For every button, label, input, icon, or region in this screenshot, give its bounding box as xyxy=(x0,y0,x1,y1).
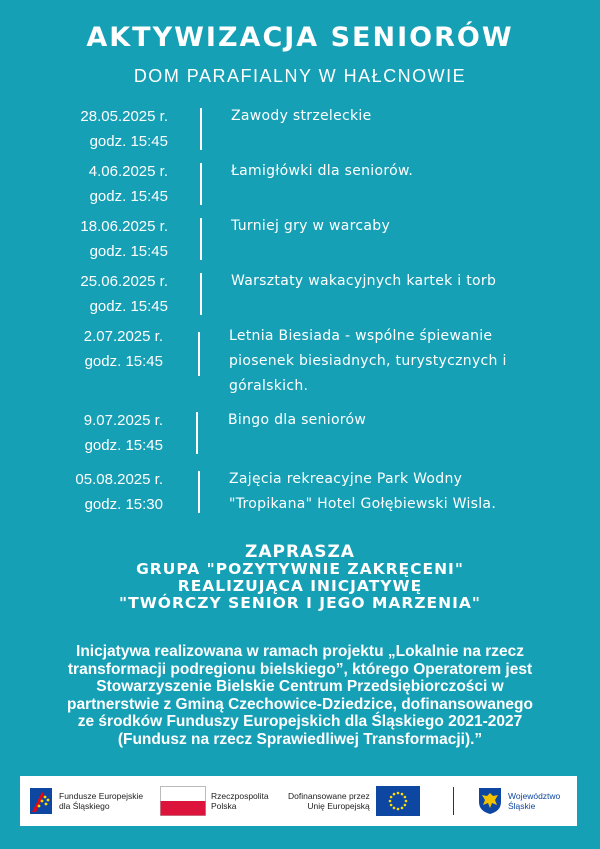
project-line: ze środków Funduszy Europejskich dla Śląskiego 2021-2027 xyxy=(77,713,523,730)
logo-divider xyxy=(453,787,454,815)
fe-logo-line: Fundusze Europejskie xyxy=(59,791,144,801)
event-date xyxy=(84,408,163,458)
fe-logo xyxy=(28,776,143,826)
project-line: (Fundusz na rzecz Sprawiedliwej Transformacji).” xyxy=(117,730,483,748)
rp-logo-text xyxy=(211,791,269,811)
event-date-time: godz. 15:45 xyxy=(89,133,168,150)
event-date xyxy=(80,104,168,154)
silesia-logo-line: Śląskie xyxy=(508,801,536,811)
event-date xyxy=(80,214,168,264)
poster-title: AKTYWIZACJA SENIORÓW xyxy=(86,22,514,53)
rp-logo-line: Polska xyxy=(211,801,237,811)
event-separator xyxy=(196,412,198,454)
event-date-day: 28.05.2025 r. xyxy=(80,108,168,125)
polish-flag-icon xyxy=(160,786,206,816)
event-date-time: godz. 15:45 xyxy=(89,188,168,205)
event-description: Warsztaty wakacyjnych kartek i torb xyxy=(231,273,497,289)
event-date-day: 9.07.2025 r. xyxy=(83,412,163,429)
eagle-crest-icon xyxy=(478,787,502,815)
event-date-day: 2.07.2025 r. xyxy=(83,328,163,345)
invitation-line: ZAPRASZA xyxy=(245,542,355,562)
event-description: Zajęcia rekreacyjne Park Wodny "Tropikana" Hotel Gołębiewski Wisla. xyxy=(229,471,497,512)
event-separator xyxy=(200,163,202,205)
eu-logo-line: Unię Europejską xyxy=(307,801,370,811)
event-separator xyxy=(198,332,200,376)
event-date-time: godz. 15:30 xyxy=(84,496,163,513)
event-date-time: godz. 15:45 xyxy=(84,353,163,370)
logo-bar xyxy=(20,776,577,826)
event-date-time: godz. 15:45 xyxy=(84,437,163,454)
event-date-time: godz. 15:45 xyxy=(89,298,168,315)
event-description: Zawody strzeleckie xyxy=(231,108,372,124)
event-date-day: 4.06.2025 r. xyxy=(88,163,168,180)
event-separator xyxy=(198,471,200,513)
project-info xyxy=(30,643,570,748)
eu-logo xyxy=(288,776,420,826)
project-line: partnerstwie z Gminą Czechowice-Dziedzice, dofinansowanego xyxy=(67,695,533,713)
event-date-time: godz. 15:45 xyxy=(89,243,168,260)
event-date xyxy=(89,159,168,209)
event-separator xyxy=(200,218,202,260)
invitation-block xyxy=(0,544,600,612)
project-line: Inicjatywa realizowana w ramach projektu „Lokalnie na rzecz xyxy=(76,643,524,660)
fe-logo-icon xyxy=(28,786,54,816)
event-description: Turniej gry w warcaby xyxy=(231,218,391,234)
event-date-day: 25.06.2025 r. xyxy=(80,273,168,290)
invitation-line: "TWÓRCZY SENIOR I JEGO MARZENIA" xyxy=(119,594,481,612)
rp-logo-line: Rzeczpospolita xyxy=(211,791,269,801)
project-line: transformacji podregionu bielskiego”, którego Operatorem jest xyxy=(67,660,533,678)
fe-logo-line: dla Śląskiego xyxy=(59,801,110,811)
event-date xyxy=(80,269,168,319)
silesia-logo-line: Województwo xyxy=(508,791,561,801)
fe-logo-text xyxy=(59,791,143,811)
eu-flag-icon xyxy=(376,786,420,816)
project-line: Stowarzyszenie Bielskie Centrum Przedsiębiorczości w xyxy=(96,678,504,695)
invitation-line: REALIZUJĄCA INICJATYWĘ xyxy=(177,577,423,595)
invitation-line: GRUPA "POZYTYWNIE ZAKRĘCENI" xyxy=(136,560,464,578)
poster-subtitle: DOM PARAFIALNY W HAŁCNOWIE xyxy=(133,66,467,86)
event-description: Łamigłówki dla seniorów. xyxy=(231,163,414,179)
silesia-logo xyxy=(478,776,560,826)
eu-logo-line: Dofinansowane przez xyxy=(288,791,370,801)
event-separator xyxy=(200,108,202,150)
silesia-logo-text xyxy=(508,791,560,811)
event-description: Letnia Biesiada - wspólne śpiewanie piosenek biesiadnych, turystycznych i góralskich. xyxy=(229,328,507,394)
event-description: Bingo dla seniorów xyxy=(228,412,367,428)
event-date-day: 05.08.2025 r. xyxy=(75,471,163,488)
eu-logo-text xyxy=(288,791,370,811)
event-separator xyxy=(200,273,202,315)
event-date xyxy=(75,467,163,517)
event-date-day: 18.06.2025 r. xyxy=(80,218,168,235)
rp-logo xyxy=(160,776,269,826)
event-date xyxy=(84,324,163,374)
